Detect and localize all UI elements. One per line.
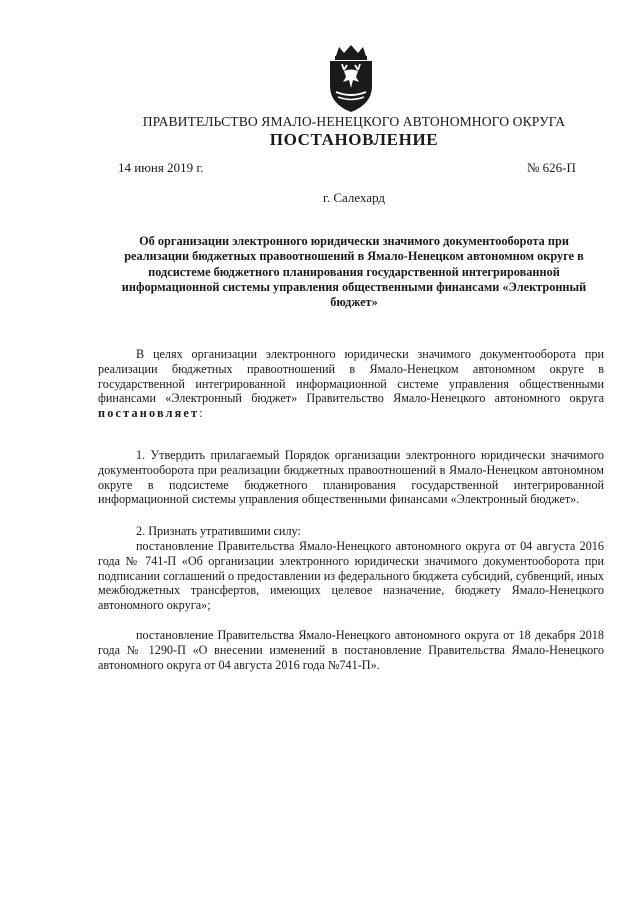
document-date: 14 июня 2019 г. [118,160,204,175]
document-type: ПОСТАНОВЛЕНИЕ [269,130,439,149]
resolves-colon: : [199,406,203,421]
preamble-text: В целях организации электронного юридически значимого документооборота при реализации бюджетных правоотношений в Ямало-Ненецком автономном округе в государственной интегрированной информационной системе управления общественными финансами «Электронный бюджет» Правительство Ямало-Ненецкого автономного округа [98,347,604,406]
document-city: г. Салехард [322,190,386,205]
document-heading: Об организации электронного юридически значимого документооборота при реализации бюджетных правоотношений в Ямало-Ненецком автономном округе в подсистеме бюджетного планирования государственной интегрированной информационной системы управления общественными финансами «Электронный бюджет» [121,234,587,310]
resolves-word: постановляет [98,406,200,421]
item-1-paragraph: 1. Утвердить прилагаемый Порядок организации электронного юридически значимого документооборота при реализации бюджетных правоотношений в Ямало-Ненецком автономном округе в подсистеме бюджетного планирования государственной интегрированной информационной системы управления общественными финансами «Электронный бюджет». [98,448,604,507]
coat-of-arms-icon [322,44,380,114]
preamble-paragraph [98,347,604,421]
document-number: № 626-П [527,160,576,175]
item-2a-paragraph: постановление Правительства Ямало-Ненецкого автономного округа от 04 августа 2016 года № 741-П «Об организации электронного юридически значимого документооборота при подписании соглашений о предоставлении из федерального бюджета субсидий, субвенций, иных межбюджетных трансфертов, имеющих целевое назначение, бюджету Ямало-Ненецкого автономного округа»; [98,539,604,613]
government-title: ПРАВИТЕЛЬСТВО ЯМАЛО-НЕНЕЦКОГО АВТОНОМНОГО ОКРУГА [142,114,566,129]
item-2-paragraph: 2. Признать утратившими силу: [136,524,301,538]
item-2b-paragraph: постановление Правительства Ямало-Ненецкого автономного округа от 18 декабря 2018 года № 1290-П «О внесении изменений в постановление Правительства Ямало-Ненецкого автономного округа от 04 августа 2016 года №741-П». [98,628,604,672]
